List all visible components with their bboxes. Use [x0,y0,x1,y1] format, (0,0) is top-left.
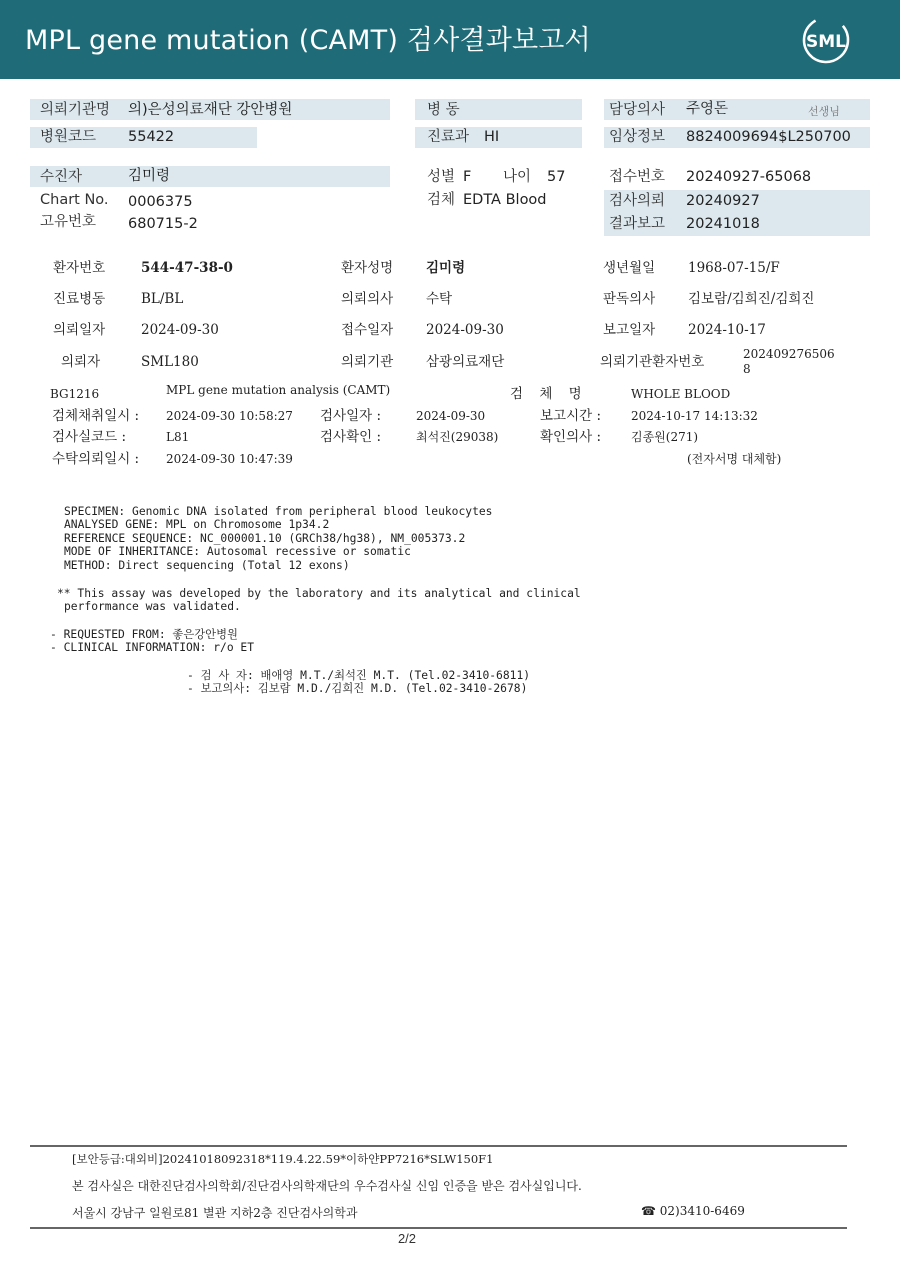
report-time-label: 보고시간 : [540,408,602,424]
test-request-label: 검사의뢰 [609,193,666,209]
sex-value: F [463,169,472,185]
body-line-method: METHOD: Direct sequencing (Total 12 exons) [64,559,350,572]
department-value: HI [484,129,500,145]
footer-security: [보안등급:대외비]20241018092318*119.4.22.59*이하얀PP7216*SLW150F1 [72,1152,494,1166]
body-line-inheritance: MODE OF INHERITANCE: Autosomal recessive or somatic [64,545,411,558]
sml-logo [798,12,854,68]
specimen-label: 검체 [427,192,456,208]
body-requested-from: - REQUESTED FROM: 좋은강안병원 [50,628,238,641]
doctor-label: 담당의사 [609,102,666,118]
report-date-label: 보고일자 [603,322,656,338]
body-note-2: performance was validated. [64,600,241,613]
hospital-code-value: 55422 [128,129,175,145]
chart-no-value: 0006375 [128,194,193,210]
req-inst-pat-no-line1: 202409276506 [743,347,835,361]
clinical-info-value: 8824009694$L250700 [686,129,851,145]
sex-label: 성별 [427,169,456,185]
report-header [0,0,900,79]
req-date-label: 의뢰일자 [53,322,106,338]
req-inst-pat-no-label: 의뢰기관환자번호 [600,354,705,370]
requester-label: 의뢰자 [61,354,101,370]
body-note-1: ** This assay was developed by the laboratory and its analytical and clinical [57,587,581,600]
patient-box [30,166,390,187]
doctor-suffix: 선생님 [808,105,840,118]
footer-phone: ☎ 02)3410-6469 [641,1204,745,1218]
body-signature-tester: - 검 사 자: 배애영 M.T./최석진 M.T. (Tel.02-3410-6811) [187,669,531,682]
hospital-code-label: 병원코드 [40,129,97,145]
lab-code-value: L81 [166,430,190,444]
req-inst-pat-no-line2: 8 [743,362,751,376]
ward2-value: BL/BL [141,291,184,307]
svg-text:SML: SML [806,32,846,52]
footer-top-rule [30,1145,847,1147]
name-value: 김미령 [426,260,466,276]
test-confirm-value: 최석진(29038) [416,430,499,444]
test-date-label: 검사일자 : [320,408,382,424]
req-inst-value: 삼광의료재단 [426,354,505,370]
ward2-label: 진료병동 [53,291,106,307]
req-doctor-value: 수탁 [426,291,453,307]
consign-label: 수탁의뢰일시 : [52,451,140,467]
patient-no-label: 환자번호 [53,260,106,276]
consign-value: 2024-09-30 10:47:39 [166,452,293,466]
requester-value: SML180 [141,354,199,370]
receipt-no-value: 20240927-65068 [686,169,812,185]
institution-label: 의뢰기관명 [40,102,111,118]
body-line-gene: ANALYSED GENE: MPL on Chromosome 1p34.2 [64,518,330,531]
test-date-value: 2024-09-30 [416,409,486,423]
report-time-value: 2024-10-17 14:13:32 [631,409,758,423]
body-line-reference: REFERENCE SEQUENCE: NC_000001.10 (GRCh38/hg38), NM_005373.2 [64,532,466,545]
req-doctor-label: 의뢰의사 [341,291,394,307]
result-report-value: 20241018 [686,216,760,232]
req-inst-label: 의뢰기관 [341,354,394,370]
age-value: 57 [547,169,566,185]
receipt-no-label: 접수번호 [609,169,666,185]
ward-label: 병 동 [427,102,460,118]
department-label: 진료과 [427,129,470,145]
doctor-value: 주영돈 [686,101,729,117]
name-label: 환자성명 [341,260,394,276]
test-specimen-value: WHOLE BLOOD [631,387,731,401]
reading-doctor-label: 판독의사 [603,291,656,307]
test-specimen-label: 검 체 명 [510,386,588,402]
dob-label: 생년월일 [603,260,656,276]
req-date-value: 2024-09-30 [141,322,219,338]
receipt-date-value: 2024-09-30 [426,322,504,338]
unique-no-value: 680715-2 [128,216,198,232]
collect-label: 검체채취일시 : [52,408,140,424]
unique-no-label: 고유번호 [40,214,97,230]
test-request-value: 20240927 [686,193,760,209]
test-code: BG1216 [50,387,100,401]
body-signature-doctor: - 보고의사: 김보람 M.D./김희진 M.D. (Tel.02-3410-2678) [187,682,528,695]
body-line-specimen: SPECIMEN: Genomic DNA isolated from peripheral blood leukocytes [64,505,493,518]
patient-no-value: 544-47-38-0 [141,260,233,276]
footer-certification: 본 검사실은 대한진단검사의학회/진단검사의학재단의 우수검사실 신임 인증을 받은 검사실입니다. [72,1179,582,1193]
dob-value: 1968-07-15/F [688,260,780,276]
institution-value: 의)은성의료재단 강안병원 [128,102,293,118]
specimen-value: EDTA Blood [463,192,547,208]
page-number: 2/2 [397,1231,417,1246]
esign-note: (전자서명 대체함) [687,452,782,466]
result-report-label: 결과보고 [609,216,666,232]
test-confirm-label: 검사확인 : [320,429,382,445]
patient-value: 김미령 [128,168,171,184]
chart-no-label: Chart No. [40,192,109,208]
collect-value: 2024-09-30 10:58:27 [166,409,293,423]
patient-label: 수진자 [40,169,83,185]
confirmer-value: 김종원(271) [631,430,699,444]
lab-code-label: 검사실코드 : [52,429,127,445]
confirmer-label: 확인의사 : [540,429,602,445]
receipt-date-label: 접수일자 [341,322,394,338]
body-clinical-info: - CLINICAL INFORMATION: r/o ET [50,641,255,654]
footer-address: 서울시 강남구 일원로81 별관 지하2층 진단검사의학과 [72,1206,358,1220]
clinical-info-label: 임상정보 [609,129,666,145]
footer-bottom-rule [30,1227,847,1229]
reading-doctor-value: 김보람/김희진/김희진 [688,291,815,307]
report-date-value: 2024-10-17 [688,322,766,338]
test-name: MPL gene mutation analysis (CAMT) [166,383,391,397]
report-title: MPL gene mutation (CAMT) 검사결과보고서 [25,25,591,56]
age-label: 나이 [503,169,532,185]
